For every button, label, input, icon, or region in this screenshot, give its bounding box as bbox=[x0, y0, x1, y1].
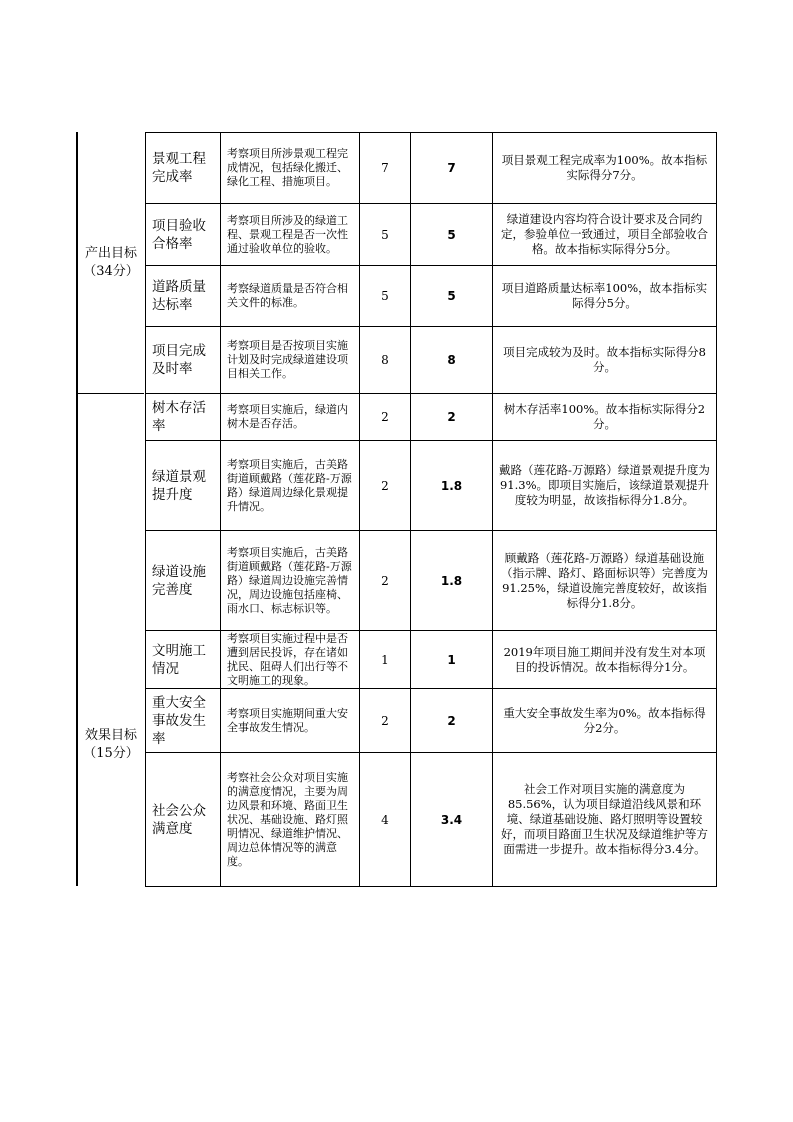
indicator-cell-text: 项目验收合格率 bbox=[152, 217, 206, 252]
actual-score-cell-text: 7 bbox=[447, 161, 456, 175]
actual-score-cell bbox=[410, 630, 493, 689]
full-score-cell bbox=[359, 393, 411, 441]
description-cell-text: 考察项目实施后，古美路街道顾戴路（莲花路-万源路）绿道周边设施完善情况，周边设施包括座椅、雨水口、标志标识等。 bbox=[227, 545, 352, 615]
indicator-cell-text: 绿道设施完善度 bbox=[152, 563, 206, 598]
description-cell-text: 考察项目实施后，绿道内树木是否存活。 bbox=[227, 403, 348, 430]
indicator-cell bbox=[145, 265, 221, 327]
result-cell bbox=[492, 752, 717, 887]
result-cell-text: 项目完成较为及时。故本指标实际得分8分。 bbox=[503, 345, 706, 374]
result-cell-text: 戴路（莲花路-万源路）绿道景观提升度为91.3%。即项目实施后，该绿道景观提升度较为明显，故该指标得分1.8分。 bbox=[499, 463, 710, 507]
result-cell bbox=[492, 530, 717, 631]
actual-score-cell-text: 3.4 bbox=[440, 812, 463, 827]
actual-score-cell-text: 1.8 bbox=[440, 478, 463, 493]
result-cell bbox=[492, 440, 717, 531]
category-score: （15分） bbox=[83, 745, 139, 761]
result-cell-text: 2019年项目施工期间并没有发生对本项目的投诉情况。故本指标得分1分。 bbox=[503, 644, 706, 674]
category-label: 效果目标 bbox=[84, 727, 137, 743]
actual-score-cell-text: 5 bbox=[447, 227, 456, 242]
category-label: 产出目标 bbox=[84, 245, 137, 261]
full-score-cell-text: 7 bbox=[381, 161, 389, 175]
description-cell bbox=[220, 393, 360, 441]
actual-score-cell-text: 2 bbox=[447, 410, 456, 424]
actual-score-cell bbox=[410, 132, 493, 204]
actual-score-cell-text: 1.8 bbox=[440, 573, 463, 588]
actual-score-cell-text: 1 bbox=[447, 652, 456, 667]
indicator-cell bbox=[145, 203, 221, 266]
actual-score-cell bbox=[410, 393, 493, 441]
result-cell-text: 项目景观工程完成率为100%。故本指标实际得分7分。 bbox=[501, 153, 708, 182]
indicator-cell bbox=[145, 326, 221, 394]
description-cell bbox=[220, 132, 360, 204]
indicator-cell-text: 重大安全事故发生率 bbox=[152, 694, 206, 747]
description-cell-text: 考察项目是否按项目实施计划及时完成绿道建设项目相关工作。 bbox=[227, 339, 348, 380]
description-cell bbox=[220, 203, 360, 266]
description-cell bbox=[220, 752, 360, 887]
indicator-cell bbox=[145, 440, 221, 531]
description-cell-text: 考察项目所涉及的绿道工程、景观工程是否一次性通过验收单位的验收。 bbox=[227, 213, 348, 255]
indicator-cell-text: 社会公众满意度 bbox=[152, 802, 206, 837]
indicator-cell bbox=[145, 530, 221, 631]
full-score-cell-text: 2 bbox=[381, 573, 389, 588]
full-score-cell-text: 2 bbox=[381, 478, 389, 493]
description-cell-text: 考察绿道质量是否符合相关文件的标准。 bbox=[227, 282, 348, 309]
full-score-cell bbox=[359, 440, 411, 531]
actual-score-cell bbox=[410, 752, 493, 887]
result-cell-text: 绿道建设内容均符合设计要求及合同约定，参验单位一致通过，项目全部验收合格。故本指标实际得分5分。 bbox=[501, 212, 708, 256]
description-cell-text: 考察项目实施期间重大安全事故发生情况。 bbox=[227, 706, 348, 734]
description-cell bbox=[220, 265, 360, 327]
result-cell-text: 项目道路质量达标率100%，故本指标实际得分5分。 bbox=[501, 281, 708, 310]
result-cell-text: 社会工作对项目实施的满意度为85.56%，认为项目绿道沿线风景和环境、绿道基础设施、路灯照明等设置较好，而项目路面卫生状况及绿道维护等方面需进一步提升。故本指标得分3.4分。 bbox=[501, 782, 708, 856]
actual-score-cell bbox=[410, 326, 493, 394]
description-cell bbox=[220, 688, 360, 753]
description-cell-text: 考察项目所涉景观工程完成情况，包括绿化搬迁、绿化工程、措施项目。 bbox=[227, 147, 348, 188]
result-cell bbox=[492, 326, 717, 394]
full-score-cell bbox=[359, 752, 411, 887]
actual-score-cell bbox=[410, 530, 493, 631]
result-cell bbox=[492, 132, 717, 204]
category-output bbox=[78, 132, 144, 393]
result-cell bbox=[492, 630, 717, 689]
actual-score-cell-text: 2 bbox=[447, 713, 456, 728]
full-score-cell bbox=[359, 326, 411, 394]
result-cell-text: 顾戴路（莲花路-万源路）绿道基础设施（指示牌、路灯、路面标识等）完善度为91.25%，绿道设施完善度较好，故该指标得分1.8分。 bbox=[501, 550, 708, 610]
full-score-cell bbox=[359, 203, 411, 266]
indicator-cell-text: 道路质量达标率 bbox=[152, 279, 206, 313]
description-cell-text: 考察项目实施过程中是否遭到居民投诉，存在诸如扰民、阻碍人们出行等不文明施工的现象。 bbox=[227, 631, 348, 687]
indicator-cell bbox=[145, 630, 221, 689]
full-score-cell-text: 8 bbox=[381, 353, 389, 367]
actual-score-cell bbox=[410, 440, 493, 531]
result-cell-text: 树木存活率100%。故本指标实际得分2分。 bbox=[503, 402, 706, 431]
description-cell bbox=[220, 630, 360, 689]
actual-score-cell bbox=[410, 265, 493, 327]
description-cell bbox=[220, 440, 360, 531]
indicator-cell bbox=[145, 752, 221, 887]
result-cell bbox=[492, 393, 717, 441]
indicator-cell-text: 绿道景观提升度 bbox=[152, 468, 206, 503]
category-effect bbox=[78, 393, 144, 886]
full-score-cell-text: 5 bbox=[381, 227, 389, 242]
full-score-cell-text: 2 bbox=[381, 410, 389, 424]
indicator-cell-text: 文明施工情况 bbox=[152, 642, 206, 677]
category-score: （34分） bbox=[83, 263, 139, 279]
actual-score-cell bbox=[410, 688, 493, 753]
result-cell bbox=[492, 265, 717, 327]
full-score-cell bbox=[359, 688, 411, 753]
full-score-cell bbox=[359, 132, 411, 204]
indicator-cell bbox=[145, 393, 221, 441]
description-cell-text: 考察项目实施后，古美路街道顾戴路（莲花路-万源路）绿道周边绿化景观提升情况。 bbox=[227, 457, 352, 513]
result-cell bbox=[492, 688, 717, 753]
indicator-cell-text: 树木存活率 bbox=[152, 400, 206, 434]
indicator-cell-text: 景观工程完成率 bbox=[152, 151, 206, 185]
full-score-cell-text: 5 bbox=[381, 289, 389, 303]
description-cell bbox=[220, 326, 360, 394]
full-score-cell-text: 4 bbox=[381, 812, 389, 827]
result-cell-text: 重大安全事故发生率为0%。故本指标得分2分。 bbox=[503, 705, 706, 735]
actual-score-cell-text: 5 bbox=[447, 289, 456, 303]
indicator-cell bbox=[145, 688, 221, 753]
result-cell bbox=[492, 203, 717, 266]
indicator-cell-text: 项目完成及时率 bbox=[152, 343, 206, 377]
full-score-cell bbox=[359, 630, 411, 689]
full-score-cell-text: 2 bbox=[381, 713, 389, 728]
description-cell-text: 考察社会公众对项目实施的满意度情况，主要为周边风景和环境、路面卫生状况、基础设施、路灯照明情况、绿道维护情况、周边总体情况等的满意度。 bbox=[227, 770, 348, 868]
actual-score-cell bbox=[410, 203, 493, 266]
indicator-cell bbox=[145, 132, 221, 204]
full-score-cell bbox=[359, 265, 411, 327]
actual-score-cell-text: 8 bbox=[447, 353, 456, 367]
description-cell bbox=[220, 530, 360, 631]
full-score-cell bbox=[359, 530, 411, 631]
full-score-cell-text: 1 bbox=[381, 652, 389, 667]
